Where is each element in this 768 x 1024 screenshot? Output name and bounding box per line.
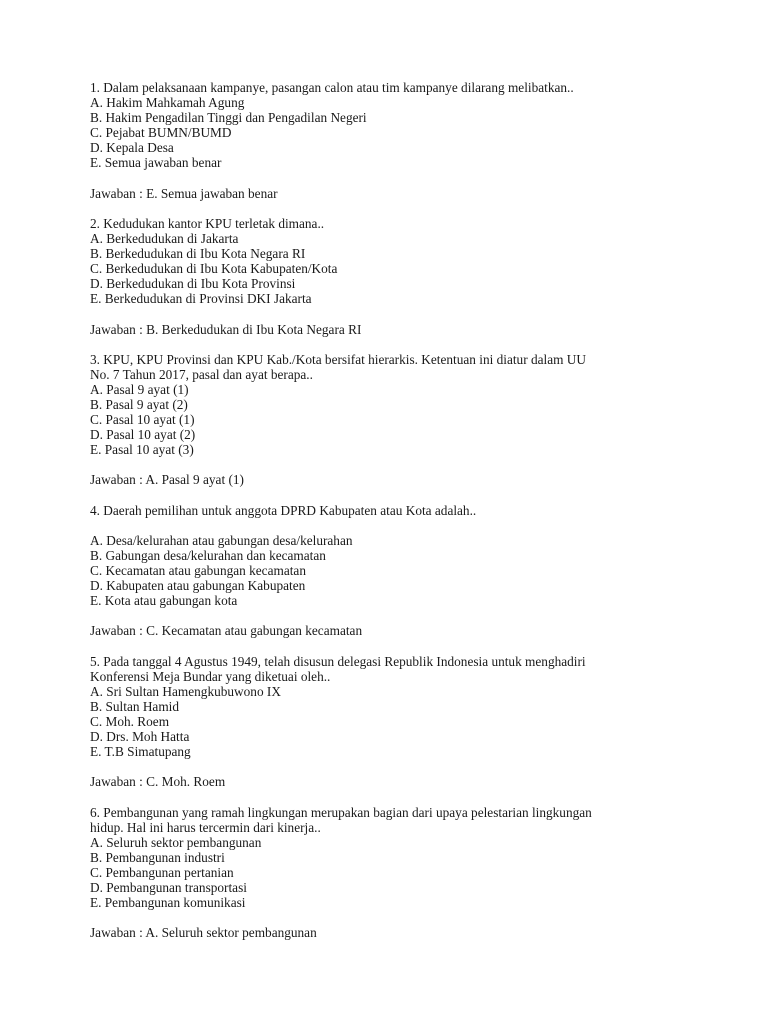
question-text: 4. Daerah pemilihan untuk anggota DPRD Kabupaten atau Kota adalah.. [90,502,477,518]
answer-option: D. Kepala Desa [90,140,174,156]
spacer [90,337,690,352]
answer-option: A. Sri Sultan Hamengkubuwono IX [90,683,281,699]
answer-option: B. Berkedudukan di Ibu Kota Negara RI [90,246,306,262]
answer-key: Jawaban : A. Seluruh sektor pembangunan [90,925,317,941]
answer-option: B. Pembangunan industri [90,849,225,865]
answer-option: B. Sultan Hamid [90,698,180,714]
answer-option: E. Semua jawaban benar [90,155,222,171]
answer-key: Jawaban : E. Semua jawaban benar [90,185,278,201]
spacer [90,638,690,653]
answer-option: A. Pasal 9 ayat (1) [90,381,189,397]
spacer [90,488,690,503]
question-block [90,805,690,941]
answer-option: A. Berkedudukan di Jakarta [90,230,239,246]
spacer [90,171,690,186]
question-text: 1. Dalam pelaksanaan kampanye, pasangan calon atau tim kampanye dilarang melibatkan.. [90,80,574,95]
answer-option: D. Pembangunan transportasi [90,879,247,895]
question-block [90,80,690,216]
answer-option: E. Pembangunan komunikasi [90,895,246,911]
answer-option: A. Seluruh sektor pembangunan [90,834,262,850]
answer-key: Jawaban : A. Pasal 9 ayat (1) [90,472,244,488]
question-block [90,216,690,352]
question-block [90,503,690,654]
question-block [90,352,690,503]
answer-option: D. Kabupaten atau gabungan Kabupaten [90,578,306,594]
answer-option: C. Pembangunan pertanian [90,864,234,880]
answer-option: B. Gabungan desa/kelurahan dan kecamatan [90,547,326,563]
question-text: 6. Pembangunan yang ramah lingkungan merupakan bagian dari upaya pelestarian lingkungan [90,804,592,820]
answer-option: D. Pasal 10 ayat (2) [90,427,196,443]
question-text: No. 7 Tahun 2017, pasal dan ayat berapa.. [90,366,313,382]
document-body [90,80,690,940]
question-text: Konferensi Meja Bundar yang diketuai oleh.. [90,668,331,684]
answer-key: Jawaban : B. Berkedudukan di Ibu Kota Negara RI [90,321,362,337]
answer-option: B. Hakim Pengadilan Tinggi dan Pengadilan Negeri [90,110,367,126]
spacer [90,457,690,472]
question-text: 2. Kedudukan kantor KPU terletak dimana.. [90,215,325,231]
answer-option: B. Pasal 9 ayat (2) [90,396,188,412]
answer-option: C. Pejabat BUMN/BUMD [90,125,232,141]
spacer [90,759,690,774]
question-block [90,654,690,805]
answer-option: C. Pasal 10 ayat (1) [90,412,195,428]
answer-option: E. Pasal 10 ayat (3) [90,442,194,458]
answer-key: Jawaban : C. Kecamatan atau gabungan kecamatan [90,623,363,639]
answer-option: C. Kecamatan atau gabungan kecamatan [90,563,306,578]
question-text: 3. KPU, KPU Provinsi dan KPU Kab./Kota bersifat hierarkis. Ketentuan ini diatur dalam UU [90,351,586,367]
question-text: hidup. Hal ini harus tercermin dari kinerja.. [90,819,321,835]
spacer [90,201,690,216]
answer-option: A. Hakim Mahkamah Agung [90,95,245,111]
answer-key: Jawaban : C. Moh. Roem [90,774,226,790]
spacer [90,608,690,623]
answer-option: C. Berkedudukan di Ibu Kota Kabupaten/Kota [90,261,338,277]
spacer [90,518,690,533]
answer-option: E. Berkedudukan di Provinsi DKI Jakarta [90,291,312,307]
answer-option: D. Berkedudukan di Ibu Kota Provinsi [90,276,296,292]
answer-option: A. Desa/kelurahan atau gabungan desa/kelurahan [90,532,353,548]
answer-option: C. Moh. Roem [90,713,170,729]
spacer [90,910,690,925]
question-text: 5. Pada tanggal 4 Agustus 1949, telah disusun delegasi Republik Indonesia untuk menghadiri [90,653,586,669]
answer-option: E. Kota atau gabungan kota [90,593,238,609]
answer-option: E. T.B Simatupang [90,744,191,760]
spacer [90,789,690,804]
answer-option: D. Drs. Moh Hatta [90,729,190,745]
spacer [90,306,690,321]
